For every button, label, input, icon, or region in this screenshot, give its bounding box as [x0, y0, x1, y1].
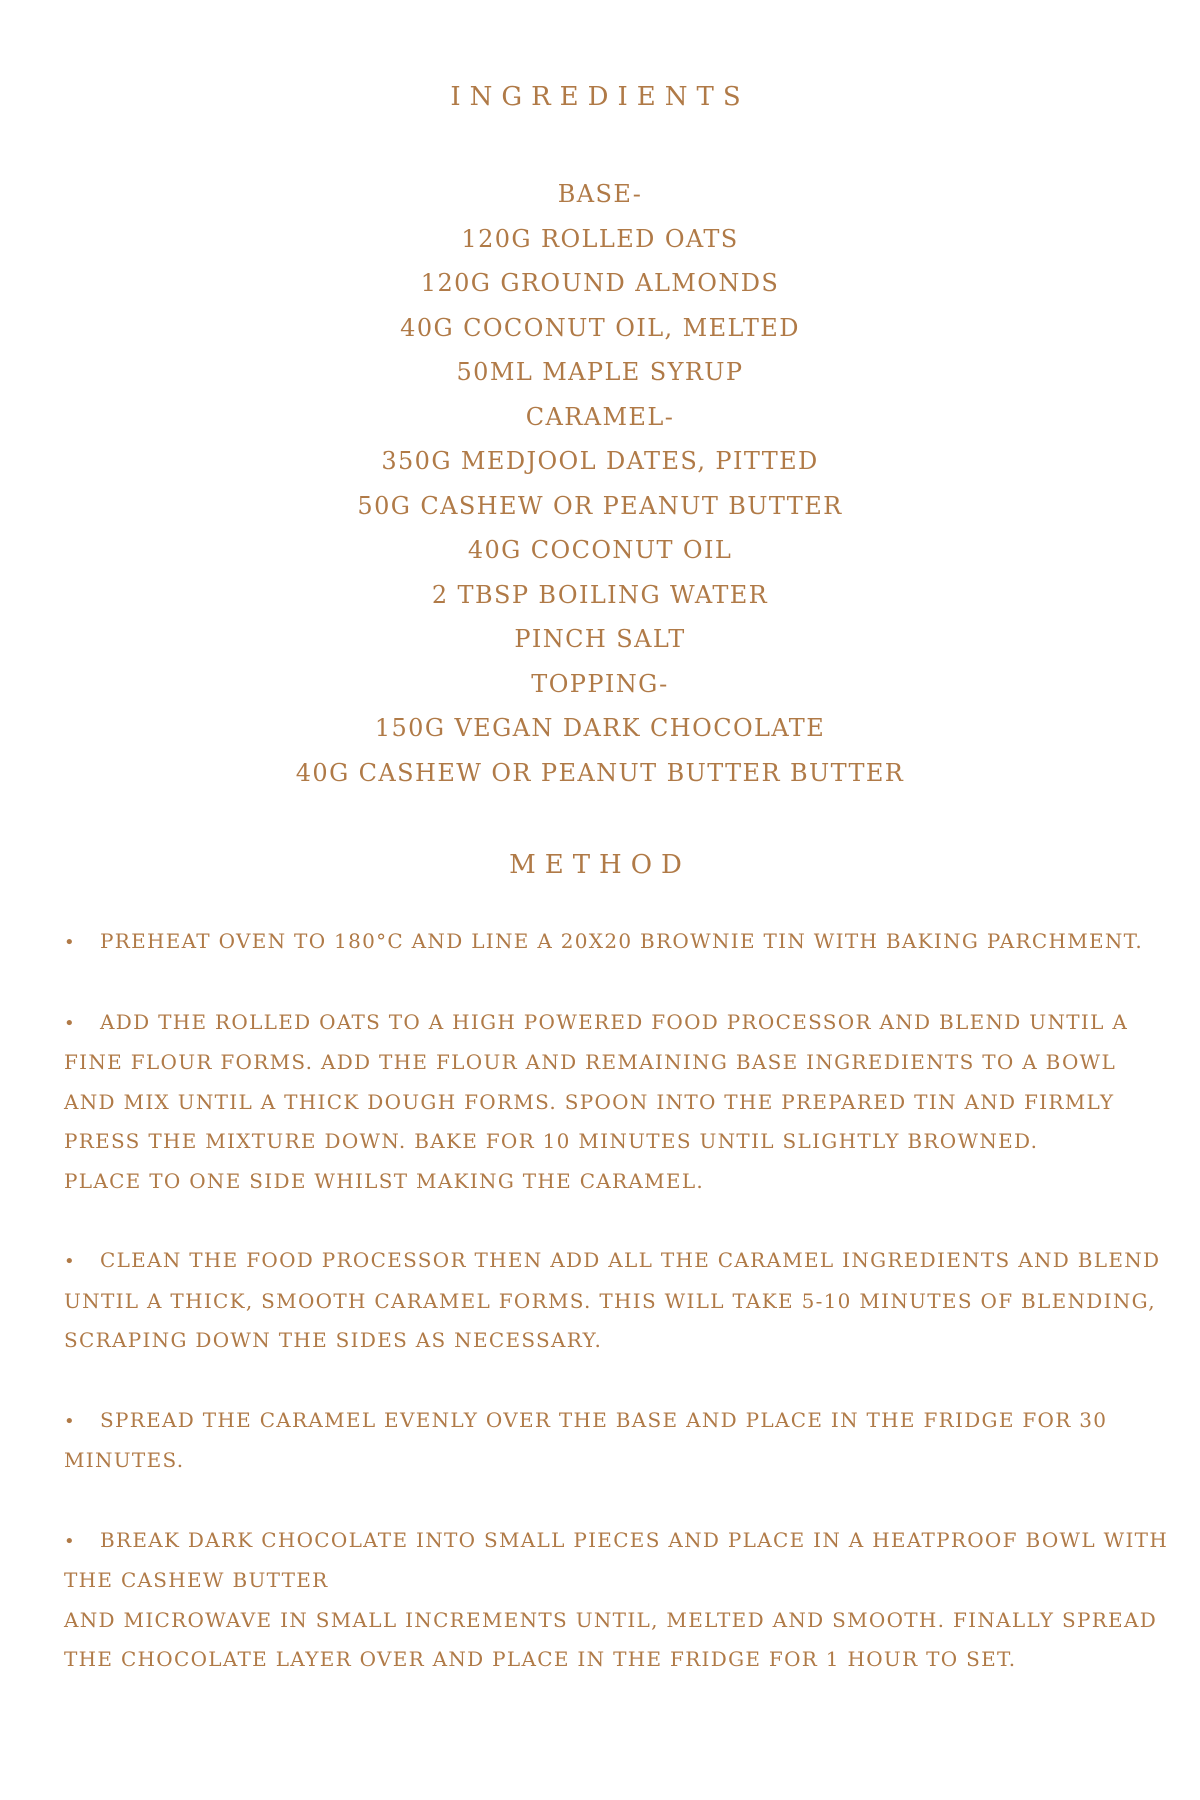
bullet-icon: • — [64, 932, 76, 953]
method-step-text: BREAK DARK CHOCOLATE INTO SMALL PIECES AND PLACE IN A HEATPROOF BOWL WITH THE CASHEW BUTTER AND MICROWAVE IN SMALL INCREMENTS UNTIL, MELTED AND SMOOTH. FINALLY SPREAD THE CHOCOLATE LAYER OVER AND PLACE IN THE FRIDGE FOR 1 HOUR TO SET. — [64, 1527, 1169, 1671]
ingredient-line: 2 TBSP BOILING WATER — [431, 580, 769, 609]
method-step-text: CLEAN THE FOOD PROCESSOR THEN ADD ALL THE CARAMEL INGREDIENTS AND BLEND UNTIL A THICK, SMOOTH CARAMEL FORMS. THIS WILL TAKE 5-10 MINUTES OF BLENDING, SCRAPING DOWN THE SIDES AS NECESSARY. — [64, 1248, 1161, 1352]
method-step-text: PREHEAT OVEN TO 180°C AND LINE A 20X20 BROWNIE TIN WITH BAKING PARCHMENT. — [100, 929, 1144, 953]
ingredient-line: CARAMEL- — [525, 402, 675, 431]
method-step — [64, 1003, 1174, 1202]
method-step — [64, 1521, 1174, 1680]
bullet-icon: • — [64, 1410, 76, 1432]
ingredient-line: 40G CASHEW OR PEANUT BUTTER BUTTER — [295, 758, 905, 787]
method-steps-list — [64, 922, 1174, 1720]
bullet-icon: • — [64, 1012, 76, 1034]
method-step — [64, 1241, 1174, 1361]
ingredient-line: 40G COCONUT OIL, MELTED — [400, 313, 800, 342]
method-step-text: SPREAD THE CARAMEL EVENLY OVER THE BASE AND PLACE IN THE FRIDGE FOR 30 MINUTES. — [64, 1407, 1108, 1472]
bullet-icon: • — [64, 1530, 76, 1552]
ingredients-heading: INGREDIENTS — [450, 82, 750, 112]
ingredient-line: TOPPING- — [531, 669, 669, 698]
method-step — [64, 922, 1174, 963]
ingredient-line: 120G GROUND ALMONDS — [420, 269, 780, 297]
method-heading: METHOD — [509, 850, 691, 880]
method-step-text: ADD THE ROLLED OATS TO A HIGH POWERED FOOD PROCESSOR AND BLEND UNTIL A FINE FLOUR FORMS. ADD THE FLOUR AND REMAINING BASE INGREDIENTS TO A BOWL AND MIX UNTIL A THICK DOUGH FORMS. SPOON INTO THE PREPARED TIN AND FIRMLY PRESS THE MIXTURE DOWN. BAKE FOR 10 MINUTES UNTIL SLIGHTLY BROWNED. PLACE TO ONE SIDE WHILST MAKING THE CARAMEL. — [64, 1009, 1129, 1193]
ingredient-line: 350G MEDJOOL DATES, PITTED — [381, 447, 819, 475]
ingredient-line: 40G COCONUT OIL — [467, 536, 733, 564]
ingredient-line: PINCH SALT — [514, 625, 686, 653]
ingredients-list — [0, 172, 1200, 795]
ingredient-line: 150G VEGAN DARK CHOCOLATE — [374, 714, 826, 742]
ingredient-line: BASE- — [557, 180, 643, 208]
ingredient-line: 120G ROLLED OATS — [461, 224, 739, 253]
ingredient-line: 50ML MAPLE SYRUP — [456, 358, 744, 386]
method-step — [64, 1401, 1174, 1481]
ingredient-line: 50G CASHEW OR PEANUT BUTTER — [357, 491, 843, 520]
bullet-icon: • — [64, 1251, 76, 1272]
